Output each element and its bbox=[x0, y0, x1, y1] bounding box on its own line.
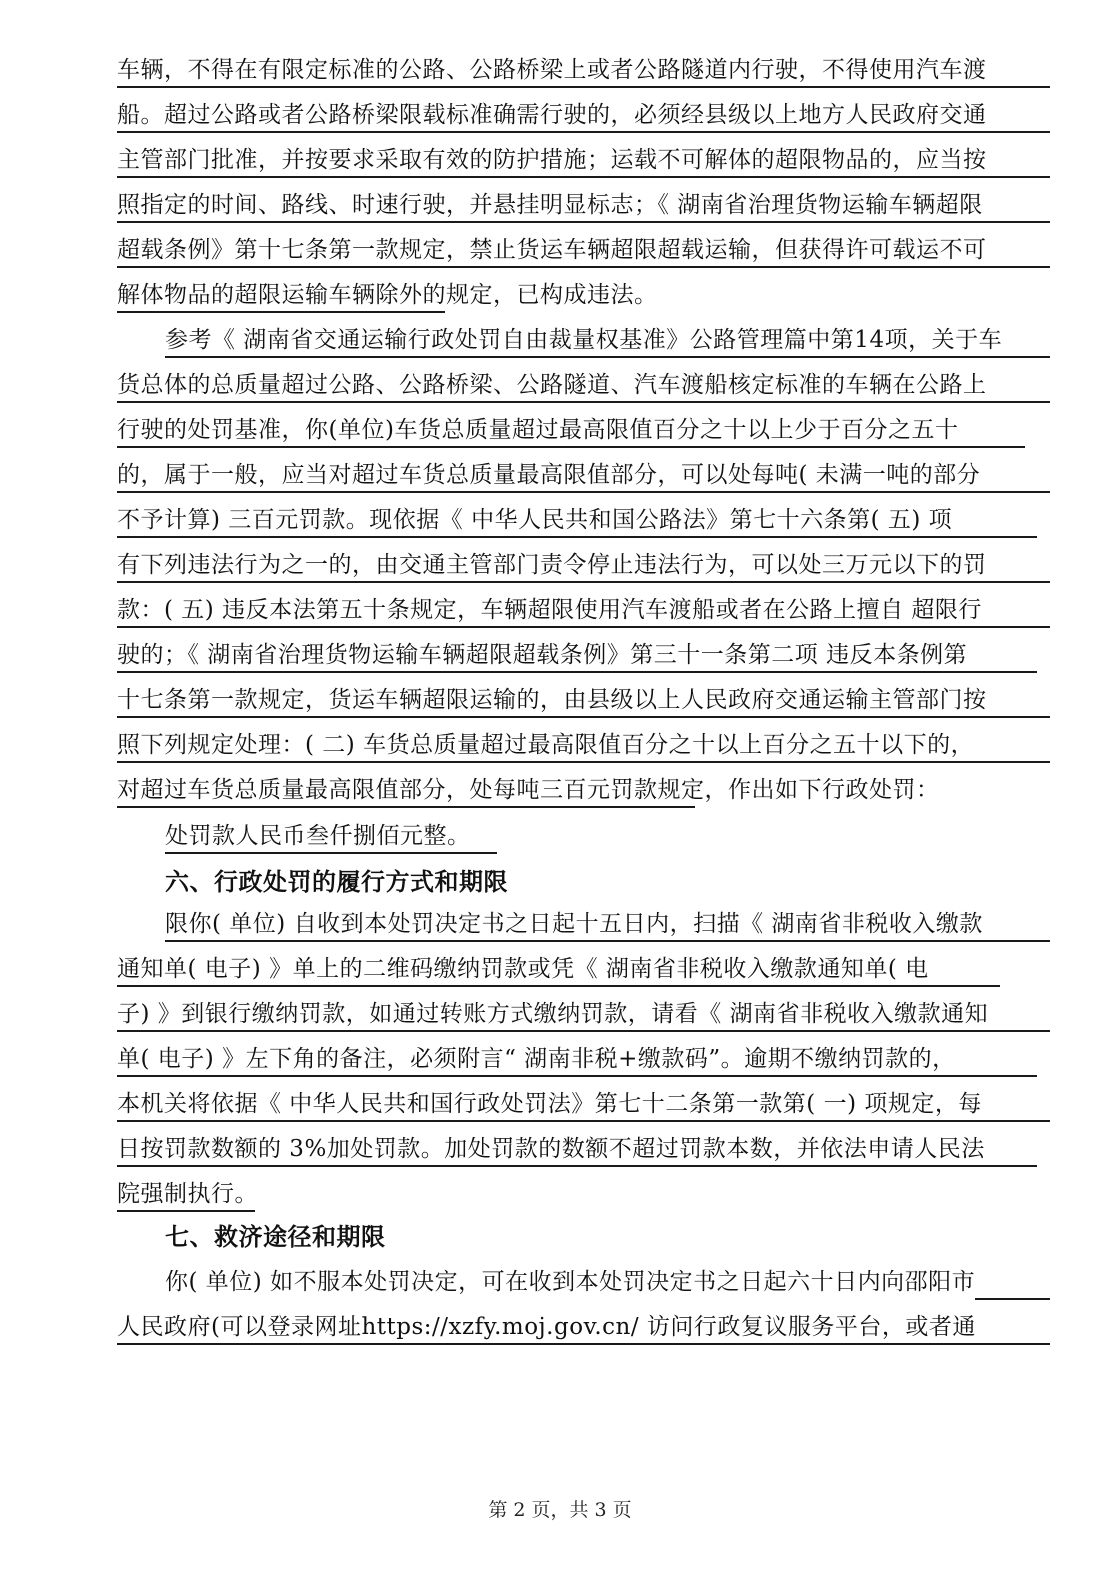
page-footer: 第 2 页，共 3 页 bbox=[488, 1499, 632, 1521]
text-line: 日按罚款数额的 3%加处罚款。加处罚款的数额不超过罚款本数，并依法申请人民法 bbox=[117, 1136, 985, 1162]
text-line: 车辆，不得在有限定标准的公路、公路桥梁上或者公路隧道内行驶，不得使用汽车渡 bbox=[117, 57, 987, 83]
underline-rule bbox=[117, 1030, 1050, 1032]
text-line: 船。超过公路或者公路桥梁限载标准确需行驶的，必须经县级以上地方人民政府交通 bbox=[117, 102, 987, 128]
text-line: 解体物品的超限运输车辆除外的规定，已构成违法。 bbox=[117, 282, 658, 308]
text-line: 你( 单位) 如不服本处罚决定，可在收到本处罚决定书之日起六十日内向邵阳市 bbox=[165, 1269, 976, 1295]
text-line: 超载条例》第十七条第一款规定，禁止货运车辆超限超载运输，但获得许可载运不可 bbox=[117, 237, 987, 263]
underline-rule bbox=[165, 852, 497, 854]
text-line: 处罚款人民币叁仟捌佰元整。 bbox=[165, 823, 471, 849]
underline-rule bbox=[117, 86, 1050, 88]
underline-rule bbox=[117, 1120, 1050, 1122]
underline-rule bbox=[117, 446, 1025, 448]
text-line: 照指定的时间、路线、时速行驶，并悬挂明显标志；《 湖南省治理货物运输车辆超限 bbox=[117, 192, 983, 218]
text-line: 款：( 五) 违反本法第五十条规定，车辆超限使用汽车渡船或者在公路上擅自 超限行 bbox=[117, 597, 982, 623]
text-line: 的，属于一般，应当对超过车货总质量最高限值部分，可以处每吨( 未满一吨的部分 bbox=[117, 462, 981, 488]
underline-rule bbox=[165, 356, 1050, 358]
underline-rule bbox=[117, 761, 1050, 763]
text-line: 人民政府(可以登录网址https://xzfy.moj.gov.cn/ 访问行政复议服务平台，或者通 bbox=[117, 1314, 976, 1340]
underline-rule bbox=[117, 491, 1050, 493]
text-line: 本机关将依据《 中华人民共和国行政处罚法》第七十二条第一款第( 一) 项规定，每 bbox=[117, 1091, 982, 1117]
underline-rule bbox=[117, 581, 1050, 583]
underline-rule bbox=[165, 940, 1050, 942]
section-heading-seven: 七、救济途径和期限 bbox=[165, 1222, 386, 1251]
text-line: 院强制执行。 bbox=[117, 1181, 258, 1207]
underline-rule bbox=[117, 131, 1050, 133]
text-line: 参考《 湖南省交通运输行政处罚自由裁量权基准》公路管理篇中第14项，关于车 bbox=[165, 327, 1003, 353]
underline-rule bbox=[117, 985, 1000, 987]
text-line: 对超过车货总质量最高限值部分，处每吨三百元罚款规定，作出如下行政处罚： bbox=[117, 777, 940, 803]
underline-rule bbox=[117, 221, 1050, 223]
underline-rule bbox=[117, 716, 1050, 718]
text-line: 限你( 单位) 自收到本处罚决定书之日起十五日内，扫描《 湖南省非税收入缴款 bbox=[165, 911, 983, 937]
underline-rule bbox=[117, 1343, 1050, 1345]
text-line: 主管部门批准，并按要求采取有效的防护措施；运载不可解体的超限物品的，应当按 bbox=[117, 147, 987, 173]
underline-rule bbox=[117, 311, 445, 313]
section-heading-six: 六、行政处罚的履行方式和期限 bbox=[165, 867, 508, 896]
underline-rule bbox=[117, 1075, 1037, 1077]
text-line: 单( 电子) 》左下角的备注，必须附言“ 湖南非税+缴款码”。逾期不缴纳罚款的， bbox=[117, 1046, 956, 1072]
underline-rule bbox=[117, 1165, 1037, 1167]
text-line: 子) 》到银行缴纳罚款，如通过转账方式缴纳罚款，请看《 湖南省非税收入缴款通知 bbox=[117, 1001, 989, 1027]
text-line: 有下列违法行为之一的，由交通主管部门责令停止违法行为，可以处三万元以下的罚 bbox=[117, 552, 987, 578]
underline-rule bbox=[117, 671, 1037, 673]
underline-rule bbox=[117, 266, 1050, 268]
text-line: 十七条第一款规定，货运车辆超限运输的，由县级以上人民政府交通运输主管部门按 bbox=[117, 687, 987, 713]
underline-rule bbox=[117, 401, 1050, 403]
text-line: 通知单( 电子) 》单上的二维码缴纳罚款或凭《 湖南省非税收入缴款通知单( 电 bbox=[117, 956, 929, 982]
text-line: 行驶的处罚基准，你(单位)车货总质量超过最高限值百分之十以上少于百分之五十 bbox=[117, 417, 959, 443]
underline-rule bbox=[117, 1210, 255, 1212]
text-line: 不予计算) 三百元罚款。现依据《 中华人民共和国公路法》第七十六条第( 五) 项 bbox=[117, 507, 953, 533]
text-line: 照下列规定处理：( 二) 车货总质量超过最高限值百分之十以上百分之五十以下的， bbox=[117, 732, 975, 758]
underline-rule bbox=[117, 626, 1050, 628]
underline-rule bbox=[117, 536, 1037, 538]
underline-rule bbox=[975, 1298, 1050, 1300]
text-line: 货总体的总质量超过公路、公路桥梁、公路隧道、汽车渡船核定标准的车辆在公路上 bbox=[117, 372, 987, 398]
text-line: 驶的；《 湖南省治理货物运输车辆超限超载条例》第三十一条第二项 违反本条例第 bbox=[117, 642, 968, 668]
underline-rule bbox=[117, 176, 1050, 178]
underline-rule bbox=[117, 806, 695, 808]
